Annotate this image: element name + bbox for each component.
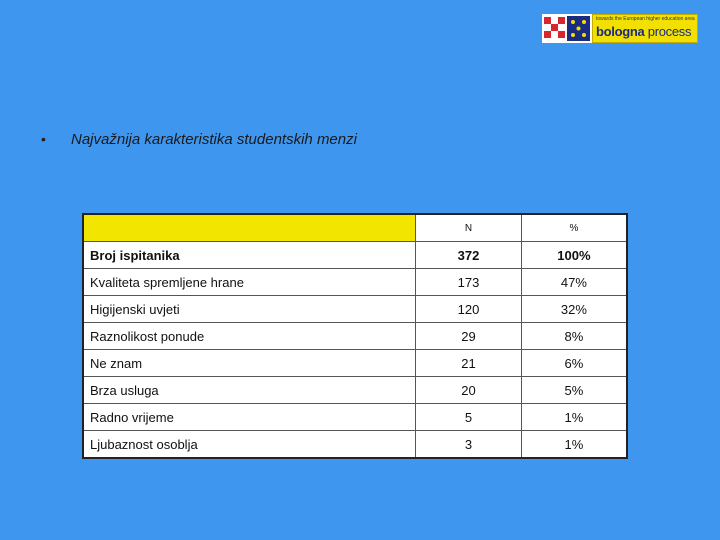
logo-title: bologna process xyxy=(596,24,692,39)
row-label: Raznolikost ponude xyxy=(83,323,416,350)
row-label: Broj ispitanika xyxy=(83,242,416,269)
row-label: Radno vrijeme xyxy=(83,404,416,431)
row-pct: 1% xyxy=(521,431,627,459)
row-pct: 100% xyxy=(521,242,627,269)
logo-subtitle: towards the European higher education area xyxy=(596,16,695,22)
bologna-process-logo-icon xyxy=(542,14,592,43)
row-n: 20 xyxy=(416,377,522,404)
table-row xyxy=(83,323,627,350)
row-n: 21 xyxy=(416,350,522,377)
row-label: Higijenski uvjeti xyxy=(83,296,416,323)
row-n: 173 xyxy=(416,269,522,296)
row-pct: 32% xyxy=(521,296,627,323)
row-n: 372 xyxy=(416,242,522,269)
header-n-cell: N xyxy=(416,214,522,242)
bologna-process-logo-wordmark xyxy=(592,14,698,43)
row-pct: 1% xyxy=(521,404,627,431)
table-header-row xyxy=(83,214,627,242)
row-label: Ne znam xyxy=(83,350,416,377)
row-pct: 8% xyxy=(521,323,627,350)
row-n: 3 xyxy=(416,431,522,459)
table-row xyxy=(83,269,627,296)
row-label: Ljubaznost osoblja xyxy=(83,431,416,459)
row-n: 29 xyxy=(416,323,522,350)
header-pct-cell: % xyxy=(521,214,627,242)
table-row xyxy=(83,296,627,323)
row-label: Brza usluga xyxy=(83,377,416,404)
table-row xyxy=(83,404,627,431)
row-label: Kvaliteta spremljene hrane xyxy=(83,269,416,296)
bologna-process-logo xyxy=(542,14,698,43)
row-pct: 47% xyxy=(521,269,627,296)
slide-subtitle: Najvažnija karakteristika studentskih menzi xyxy=(71,131,357,148)
table-row xyxy=(83,350,627,377)
survey-table xyxy=(82,213,628,459)
bullet-point: • xyxy=(41,131,46,147)
row-n: 5 xyxy=(416,404,522,431)
row-pct: 6% xyxy=(521,350,627,377)
table-row xyxy=(83,431,627,459)
header-label-cell xyxy=(83,214,416,242)
table-row xyxy=(83,242,627,269)
row-pct: 5% xyxy=(521,377,627,404)
row-n: 120 xyxy=(416,296,522,323)
table-row xyxy=(83,377,627,404)
